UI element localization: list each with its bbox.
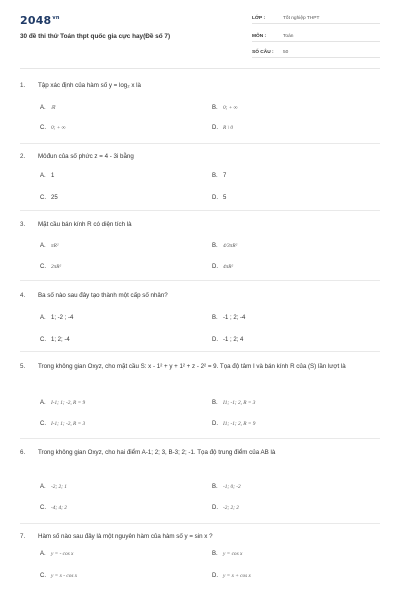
- question-4: [20, 292, 380, 352]
- question-stem: Trong không gian Oxyz, cho mặt cầu S: x - 1² + y + 1² + z - 2² = 9. Tọa độ tâm I và bán kính R của (S) lần lượt là: [38, 363, 346, 370]
- question-stem: Mặt cầu bán kính R có diện tích là: [38, 221, 132, 228]
- question-stem: Trong không gian Oxyz, cho hai điểm A-1; 2; 3, B-3; 2; -1. Tọa độ trung điểm của AB là: [38, 449, 276, 456]
- option-label: D.: [212, 505, 218, 511]
- option-label: A.: [40, 315, 46, 321]
- option-d[interactable]: [212, 421, 255, 427]
- option-text: 4/3πR²: [223, 243, 238, 249]
- question-stem: Hàm số nào sau đây là một nguyên hàm của hàm số y = sin x ?: [38, 533, 213, 540]
- question-number: 2.: [20, 153, 26, 160]
- option-c[interactable]: [40, 264, 61, 270]
- option-b[interactable]: [212, 315, 245, 321]
- question-6: [20, 449, 380, 524]
- meta-row-class: [252, 12, 380, 24]
- option-text: 25: [51, 195, 58, 201]
- meta-value: Toán: [283, 34, 294, 39]
- option-label: B.: [212, 400, 218, 406]
- option-b[interactable]: [212, 105, 237, 111]
- option-label: A.: [40, 105, 46, 111]
- option-label: C.: [40, 573, 46, 579]
- meta-value: 50: [283, 50, 289, 55]
- option-label: D.: [212, 337, 218, 343]
- option-label: C.: [40, 421, 46, 427]
- option-a[interactable]: [40, 484, 67, 490]
- option-a[interactable]: [40, 400, 85, 406]
- option-c[interactable]: [40, 337, 70, 343]
- option-text: -4; 4; 2: [51, 505, 67, 511]
- question-5: [20, 363, 380, 439]
- option-text: -1 ; 2; 4: [223, 337, 244, 343]
- question-1: [20, 82, 380, 144]
- option-text: R \ 0: [223, 125, 234, 131]
- meta-label: MÔN :: [252, 34, 267, 39]
- logo-text: 2048: [20, 14, 52, 27]
- option-a[interactable]: [40, 173, 54, 179]
- option-b[interactable]: [212, 484, 241, 490]
- option-text: I-1; 1; -2, R = 3: [51, 421, 86, 427]
- option-label: A.: [40, 173, 46, 179]
- option-text: -1; 0; -2: [223, 484, 241, 490]
- option-label: A.: [40, 243, 46, 249]
- question-number: 4.: [20, 292, 26, 299]
- option-b[interactable]: [212, 243, 237, 249]
- option-label: C.: [40, 264, 46, 270]
- option-text: -2; 2; 2: [223, 505, 239, 511]
- option-text: I1; -1; 2, R = 9: [223, 421, 256, 427]
- option-label: D.: [212, 195, 218, 201]
- option-label: D.: [212, 125, 218, 131]
- option-label: B.: [212, 243, 218, 249]
- option-label: B.: [212, 105, 218, 111]
- option-label: D.: [212, 573, 218, 579]
- question-3: [20, 221, 380, 281]
- option-d[interactable]: [212, 125, 233, 131]
- logo-suffix: vn: [52, 15, 60, 22]
- option-label: D.: [212, 421, 218, 427]
- question-stem: Tập xác định của hàm số y = log₂ x là: [38, 82, 142, 89]
- exam-title: 30 đề thi thử Toán thpt quốc gia cực hay(Đề số 7): [20, 33, 171, 40]
- option-text: -1 ; 2; -4: [223, 315, 246, 321]
- option-text: 1: [51, 173, 55, 179]
- option-text: 4πR²: [223, 264, 234, 270]
- option-a[interactable]: [40, 105, 55, 111]
- option-d[interactable]: [212, 264, 233, 270]
- option-text: ℝ: [51, 105, 56, 111]
- option-c[interactable]: [40, 195, 58, 201]
- option-label: B.: [212, 551, 218, 557]
- option-text: y = x + cos x: [223, 573, 251, 579]
- option-b[interactable]: [212, 551, 242, 557]
- question-number: 3.: [20, 221, 26, 228]
- meta-value: Tốt nghiệp THPT: [283, 16, 320, 21]
- option-a[interactable]: [40, 243, 58, 249]
- meta-row-subject: [252, 30, 380, 42]
- meta-label: LỚP :: [252, 16, 266, 21]
- option-text: 7: [223, 173, 227, 179]
- option-text: 2πR²: [51, 264, 62, 270]
- option-d[interactable]: [212, 195, 226, 201]
- option-text: 5: [223, 195, 227, 201]
- option-label: C.: [40, 337, 46, 343]
- option-text: y = cos x: [223, 551, 243, 557]
- option-d[interactable]: [212, 337, 243, 343]
- site-logo[interactable]: [20, 14, 60, 27]
- option-text: 1; 2; -4: [51, 337, 70, 343]
- question-stem: Môđun của số phức z = 4 - 3i bằng: [38, 153, 134, 160]
- question-7: [20, 533, 380, 595]
- option-label: C.: [40, 505, 46, 511]
- option-text: -2; 2; 1: [51, 484, 67, 490]
- question-2: [20, 153, 380, 211]
- option-c[interactable]: [40, 421, 85, 427]
- question-number: 1.: [20, 82, 26, 89]
- exam-header: [0, 0, 400, 68]
- meta-row-count: [252, 46, 380, 58]
- meta-label: SỐ CÂU :: [252, 50, 274, 55]
- option-a[interactable]: [40, 315, 73, 321]
- option-b[interactable]: [212, 173, 226, 179]
- option-label: A.: [40, 484, 46, 490]
- option-b[interactable]: [212, 400, 255, 406]
- option-text: 0; + ∞: [51, 125, 66, 131]
- option-label: C.: [40, 195, 46, 201]
- question-number: 5.: [20, 363, 26, 370]
- option-a[interactable]: [40, 551, 73, 557]
- option-d[interactable]: [212, 505, 239, 511]
- option-d[interactable]: [212, 573, 251, 579]
- option-label: A.: [40, 400, 46, 406]
- question-number: 7.: [20, 533, 26, 540]
- option-text: I1; -1; 2, R = 3: [223, 400, 256, 406]
- option-text: πR²: [51, 243, 59, 249]
- option-label: B.: [212, 173, 218, 179]
- question-number: 6.: [20, 449, 26, 456]
- question-stem: Ba số nào sau đây tạo thành một cấp số nhân?: [38, 292, 168, 299]
- option-label: B.: [212, 315, 218, 321]
- option-text: y = x - cos x: [51, 573, 78, 579]
- option-text: 1; -2 ; -4: [51, 315, 74, 321]
- option-text: y = - cos x: [51, 551, 74, 557]
- option-label: B.: [212, 484, 218, 490]
- option-text: 0; + ∞: [223, 105, 238, 111]
- option-c[interactable]: [40, 125, 65, 131]
- option-label: A.: [40, 551, 46, 557]
- header-divider: [20, 68, 380, 69]
- option-label: C.: [40, 125, 46, 131]
- option-c[interactable]: [40, 573, 77, 579]
- option-label: D.: [212, 264, 218, 270]
- option-c[interactable]: [40, 505, 67, 511]
- option-text: I-1; 1; -2, R = 9: [51, 400, 86, 406]
